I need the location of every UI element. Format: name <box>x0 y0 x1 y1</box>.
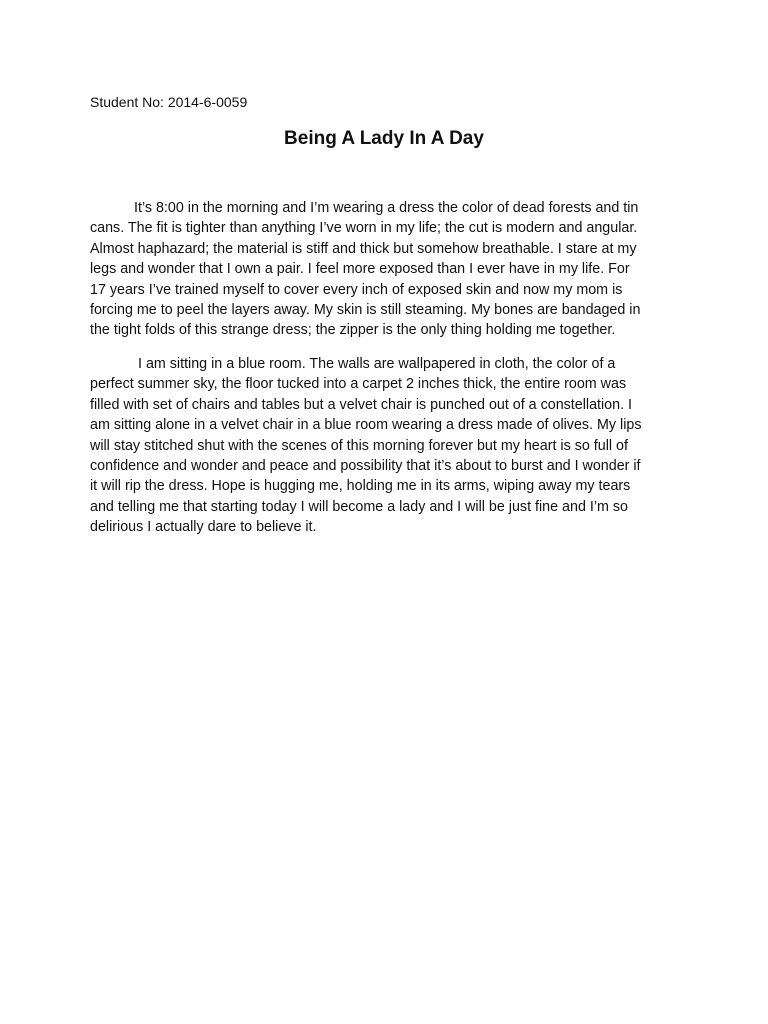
paragraph-line: it will rip the dress. Hope is hugging me, holding me in its arms, wiping away my tears <box>90 478 631 495</box>
student-number: Student No: 2014-6-0059 <box>90 94 248 110</box>
paragraph-line: am sitting alone in a velvet chair in a blue room wearing a dress made of olives. My lips <box>90 417 642 434</box>
paragraph-line: cans. The fit is tighter than anything I’ve worn in my life; the cut is modern and angular. <box>90 220 638 237</box>
paragraph-line: legs and wonder that I own a pair. I feel more exposed than I ever have in my life. For <box>90 261 630 278</box>
paragraph-2 <box>90 354 680 538</box>
paragraph-line: the tight folds of this strange dress; the zipper is the only thing holding me together. <box>90 322 616 339</box>
paragraph-line: filled with set of chairs and tables but a velvet chair is punched out of a constellation. I <box>90 396 633 413</box>
paragraph-line: and telling me that starting today I will become a lady and I will be just fine and I’m so <box>90 498 629 515</box>
paragraph-line: 17 years I’ve trained myself to cover every inch of exposed skin and now my mom is <box>90 281 623 298</box>
paragraph-line: perfect summer sky, the floor tucked into a carpet 2 inches thick, the entire room was <box>90 376 627 393</box>
paragraph-line: delirious I actually dare to believe it. <box>90 519 317 536</box>
paragraph-line: forcing me to peel the layers away. My skin is still steaming. My bones are bandaged in <box>90 302 641 319</box>
essay-title: Being A Lady In A Day <box>284 128 484 149</box>
paragraph-line: I am sitting in a blue room. The walls are wallpapered in cloth, the color of a <box>138 356 616 372</box>
paragraph-line: Almost haphazard; the material is stiff and thick but somehow breathable. I stare at my <box>90 240 637 257</box>
paragraph-1 <box>90 198 680 341</box>
paragraph-line: will stay stitched shut with the scenes of this morning forever but my heart is so full of <box>90 437 628 454</box>
paragraph-line: confidence and wonder and peace and possibility that it’s about to burst and I wonder if <box>90 458 641 475</box>
paragraph-line: It’s 8:00 in the morning and I’m wearing a dress the color of dead forests and tin <box>134 200 639 216</box>
